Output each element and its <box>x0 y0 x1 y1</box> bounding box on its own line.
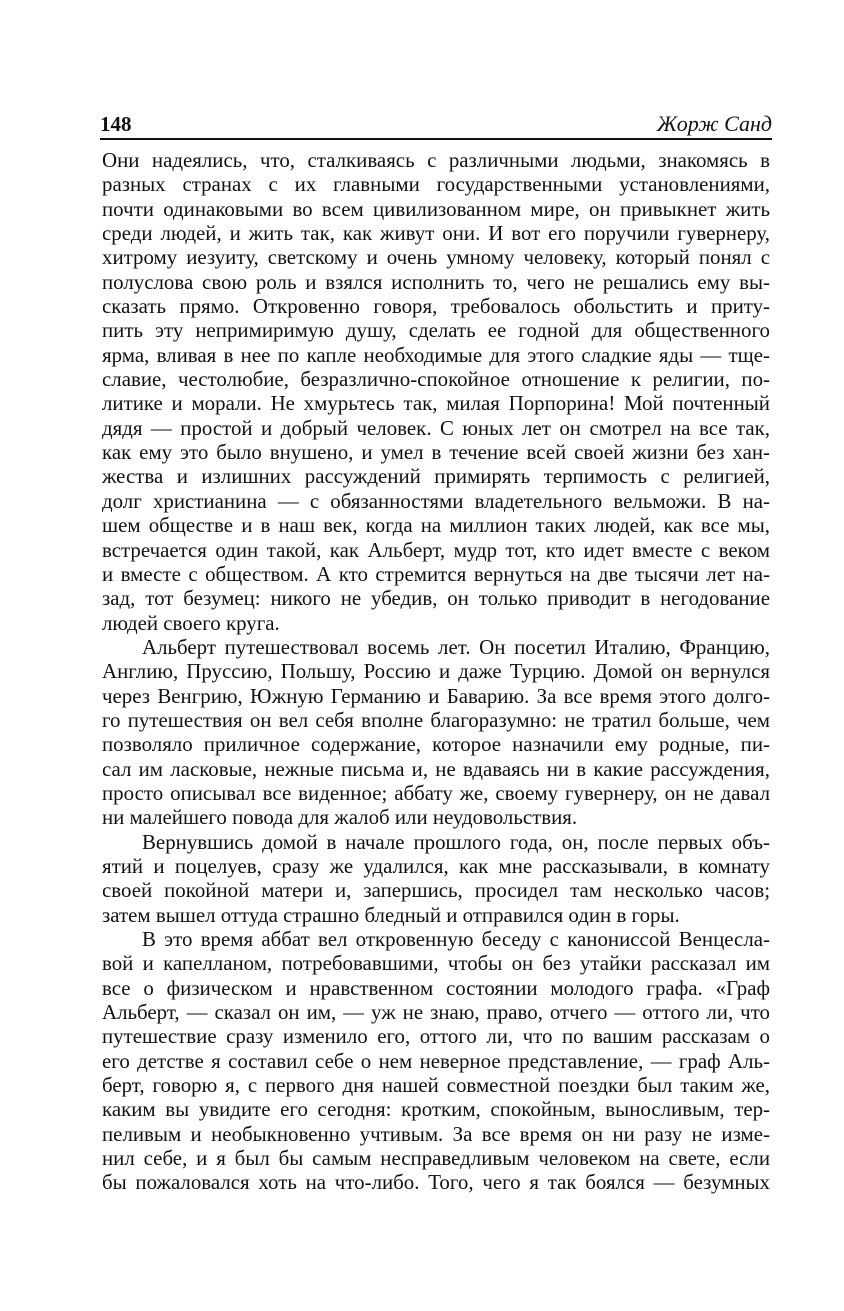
text-line: затем вышел оттуда страшно бледный и отправился один в горы. <box>102 902 680 927</box>
text-line: го путешествия он вел себя вполне благоразумно: не тратил больше, чем <box>102 707 770 732</box>
running-head <box>100 106 772 140</box>
paragraph <box>102 635 770 830</box>
paragraph <box>102 830 770 927</box>
header-rule <box>100 138 772 140</box>
text-line: каким вы увидите его сегодня: кротким, спокойным, выносливым, тер- <box>102 1097 770 1122</box>
text-line: дядя — простой и добрый человек. С юных лет он смотрел на все так, <box>102 415 770 440</box>
text-line: как ему это было внушено, и умел в течение всей своей жизни без хан- <box>102 440 770 465</box>
text-line: ярма, вливая в нее по капле необходимые для этого сладкие яды — тще- <box>102 342 770 367</box>
text-line: Альберт путешествовал восемь лет. Он посетил Италию, Францию, <box>142 634 770 659</box>
text-line: его детстве я составил себе о нем неверное представление, — граф Аль- <box>102 1048 770 1073</box>
text-line: среди людей, и жить так, как живут они. И вот его поручили гувернеру, <box>102 221 770 246</box>
text-line: разных странах с их главными государственными установлениями, <box>102 172 770 197</box>
text-line: своей покойной матери и, запершись, просидел там несколько часов; <box>102 878 770 903</box>
text-line: ятий и поцелуев, сразу же удалился, как мне рассказывали, в комнату <box>102 853 770 878</box>
text-line: встречается один такой, как Альберт, мудр тот, кто идет вместе с веком <box>102 537 770 562</box>
text-line: сал им ласковые, нежные письма и, не вдаваясь ни в какие рассуждения, <box>102 756 770 781</box>
text-line: путешествие сразу изменило его, оттого ли, что по вашим рассказам о <box>102 1024 770 1049</box>
text-line: берт, говорю я, с первого дня нашей совместной поездки был таким же, <box>102 1073 770 1098</box>
text-line: нил себе, и я был бы самым несправедливым человеком на свете, если <box>102 1146 770 1171</box>
text-line: шем обществе и в наш век, когда на миллион таких людей, как все мы, <box>102 513 770 538</box>
text-line: все о физическом и нравственном состоянии молодого графа. «Граф <box>102 975 770 1000</box>
text-line: бы пожаловался хоть на что-либо. Того, чего я так боялся — безумных <box>102 1170 770 1195</box>
text-line: пеливым и необыкновенно учтивым. За все время он ни разу не изме- <box>102 1121 770 1146</box>
text-line: славие, честолюбие, безразлично-спокойное отношение к религии, по- <box>102 367 770 392</box>
text-line: Вернувшись домой в начале прошлого года, он, после первых объ- <box>142 829 770 854</box>
text-line: позволяло приличное содержание, которое назначили ему родные, пи- <box>102 732 770 757</box>
text-line: вой и капелланом, потребовавшими, чтобы он без утайки рассказал им <box>102 951 770 976</box>
text-line: зад, тот безумец: никого не убедив, он только приводит в негодование <box>102 586 770 611</box>
text-line: литике и морали. Не хмурьтесь так, милая Порпорина! Мой почтенный <box>102 391 770 416</box>
text-line: сказать прямо. Откровенно говоря, требовалось обольстить и приту- <box>102 294 770 319</box>
text-line: долг христианина — с обязанностями владетельного вельможи. В на- <box>102 488 770 513</box>
text-line: Англию, Пруссию, Польшу, Россию и даже Турцию. Домой он вернулся <box>102 659 770 684</box>
text-line: людей своего круга. <box>102 610 280 635</box>
text-line: ни малейшего повода для жалоб или неудовольствия. <box>102 805 578 830</box>
text-line: Альберт, — сказал он им, — уж не знаю, право, отчего — оттого ли, что <box>102 1000 770 1025</box>
text-line: В это время аббат вел откровенную беседу с канониссой Венцесла- <box>142 927 770 951</box>
text-line: через Венгрию, Южную Германию и Баварию. За все время этого долго- <box>102 683 770 708</box>
text-line: пить эту непримиримую душу, сделать ее годной для общественного <box>102 318 770 343</box>
text-line: почти одинаковыми во всем цивилизованном мире, он привыкнет жить <box>102 196 770 221</box>
text-line: просто описывал все виденное; аббату же, своему гувернеру, он не давал <box>102 780 770 805</box>
page-number: 148 <box>100 112 132 136</box>
text-line: полуслова свою роль и взялся исполнить то, чего не решались ему вы- <box>102 269 770 294</box>
paragraph <box>102 148 770 635</box>
text-line: Они надеялись, что, сталкиваясь с различными людьми, знакомясь в <box>102 148 770 172</box>
text-line: хитрому иезуиту, светскому и очень умному человеку, который понял с <box>102 245 770 270</box>
text-line: жества и излишних рассуждений примирять терпимость с религией, <box>102 464 770 489</box>
text-line: и вместе с обществом. А кто стремится вернуться на две тысячи лет на- <box>102 561 770 586</box>
running-title: Жорж Санд <box>656 111 772 136</box>
paragraph <box>102 927 770 1195</box>
body-text <box>102 148 770 1195</box>
